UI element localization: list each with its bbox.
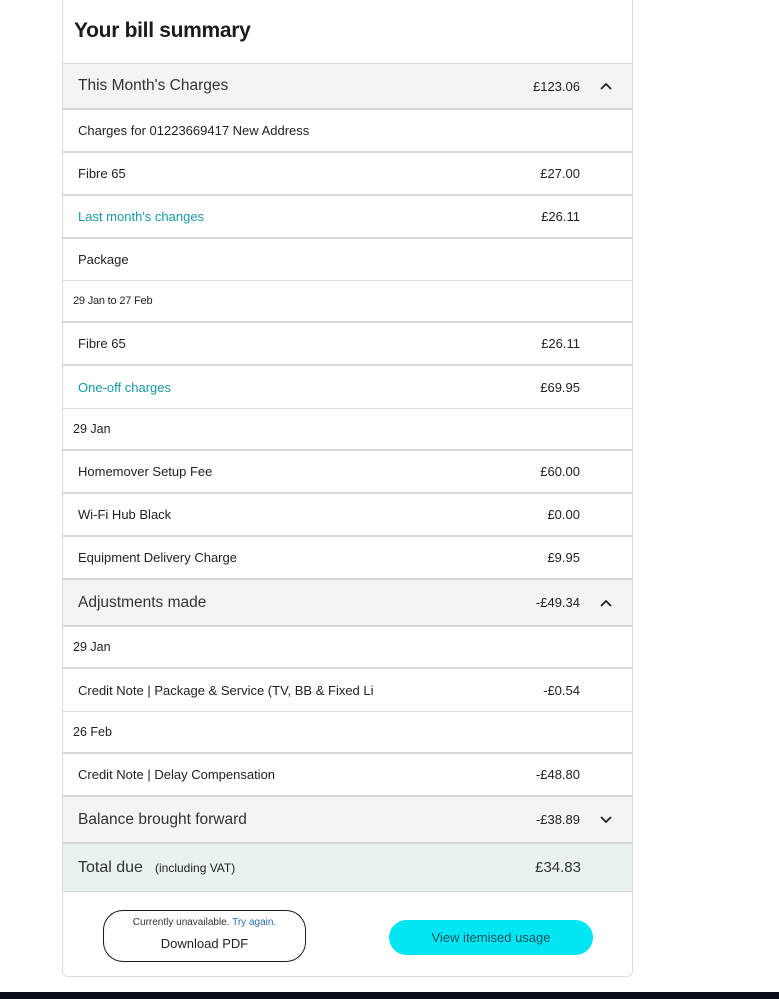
- page-title: Your bill summary: [74, 19, 251, 42]
- item-amount: -£48.80: [535, 767, 580, 782]
- date-row: [63, 712, 632, 754]
- bill-rows: [63, 63, 632, 892]
- item-amount: -£0.54: [543, 682, 580, 698]
- list-item: [63, 669, 632, 712]
- item-label: Fibre 65: [78, 336, 126, 351]
- section-amount: -£38.89: [535, 812, 580, 827]
- item-label: Homemover Setup Fee: [78, 464, 213, 479]
- date-label: 29 Jan: [73, 640, 111, 654]
- list-item: [63, 754, 632, 797]
- bill-summary-card: [62, 0, 633, 977]
- one-off-charges-link[interactable]: One-off charges: [78, 379, 171, 395]
- list-item: [63, 494, 632, 537]
- list-item: [63, 153, 632, 196]
- total-due-row: [63, 844, 632, 892]
- date-row: [63, 409, 632, 451]
- item-amount: £69.95: [540, 379, 580, 395]
- section-balance-brought-forward[interactable]: [63, 797, 632, 844]
- item-amount: £26.11: [541, 336, 580, 351]
- date-row: [63, 627, 632, 669]
- date-label: 29 Jan: [73, 422, 111, 436]
- item-amount: £9.95: [547, 550, 580, 565]
- item-label: Fibre 65: [78, 166, 126, 181]
- section-label: Adjustments made: [78, 593, 207, 611]
- charges-for-label: Charges for 01223669417 New Address: [78, 123, 310, 138]
- section-amount: £123.06: [533, 78, 580, 94]
- item-label: Equipment Delivery Charge: [78, 550, 237, 565]
- item-amount: £0.00: [547, 507, 580, 522]
- item-label: Credit Note | Delay Compensation: [78, 767, 276, 782]
- download-pdf-button[interactable]: [103, 910, 306, 962]
- item-amount: £27.00: [540, 166, 580, 181]
- package-period-row: [63, 281, 632, 323]
- section-label: Balance brought forward: [78, 810, 247, 828]
- view-itemised-usage-button[interactable]: View itemised usage: [389, 920, 593, 955]
- bottom-bar: [0, 992, 779, 999]
- item-label: Credit Note | Package & Service (TV, BB & Fixed Li: [78, 682, 374, 698]
- section-amount: -£49.34: [535, 595, 580, 610]
- item-label: Wi-Fi Hub Black: [78, 507, 172, 522]
- one-off-charges-row[interactable]: [63, 366, 632, 409]
- total-due-amount: £34.83: [535, 859, 581, 876]
- charges-for-row: [63, 110, 632, 153]
- try-again-link[interactable]: Try again.: [232, 917, 277, 928]
- package-row: [63, 239, 632, 281]
- section-adjustments-made[interactable]: [63, 580, 632, 627]
- chevron-up-icon[interactable]: [600, 597, 612, 609]
- total-due-label: Total due: [78, 858, 143, 876]
- pdf-unavailable-note: [104, 917, 305, 928]
- package-period: 29 Jan to 27 Feb: [73, 295, 153, 307]
- section-label: This Month's Charges: [78, 77, 229, 94]
- package-label: Package: [78, 252, 129, 267]
- section-this-months-charges[interactable]: [63, 63, 632, 110]
- list-item: [63, 451, 632, 494]
- download-pdf-label: Download PDF: [160, 936, 249, 951]
- item-amount: £26.11: [541, 209, 580, 224]
- last-months-changes-link[interactable]: Last month's changes: [78, 209, 205, 224]
- last-months-changes-row[interactable]: [63, 196, 632, 239]
- date-label: 26 Feb: [73, 725, 112, 739]
- total-due-vat-note: (including VAT): [155, 860, 236, 875]
- list-item: [63, 537, 632, 580]
- pdf-unavailable-text: Currently unavailable.: [132, 917, 230, 928]
- chevron-up-icon[interactable]: [600, 80, 612, 92]
- list-item: [63, 323, 632, 366]
- chevron-down-icon[interactable]: [600, 814, 612, 826]
- item-amount: £60.00: [540, 464, 580, 479]
